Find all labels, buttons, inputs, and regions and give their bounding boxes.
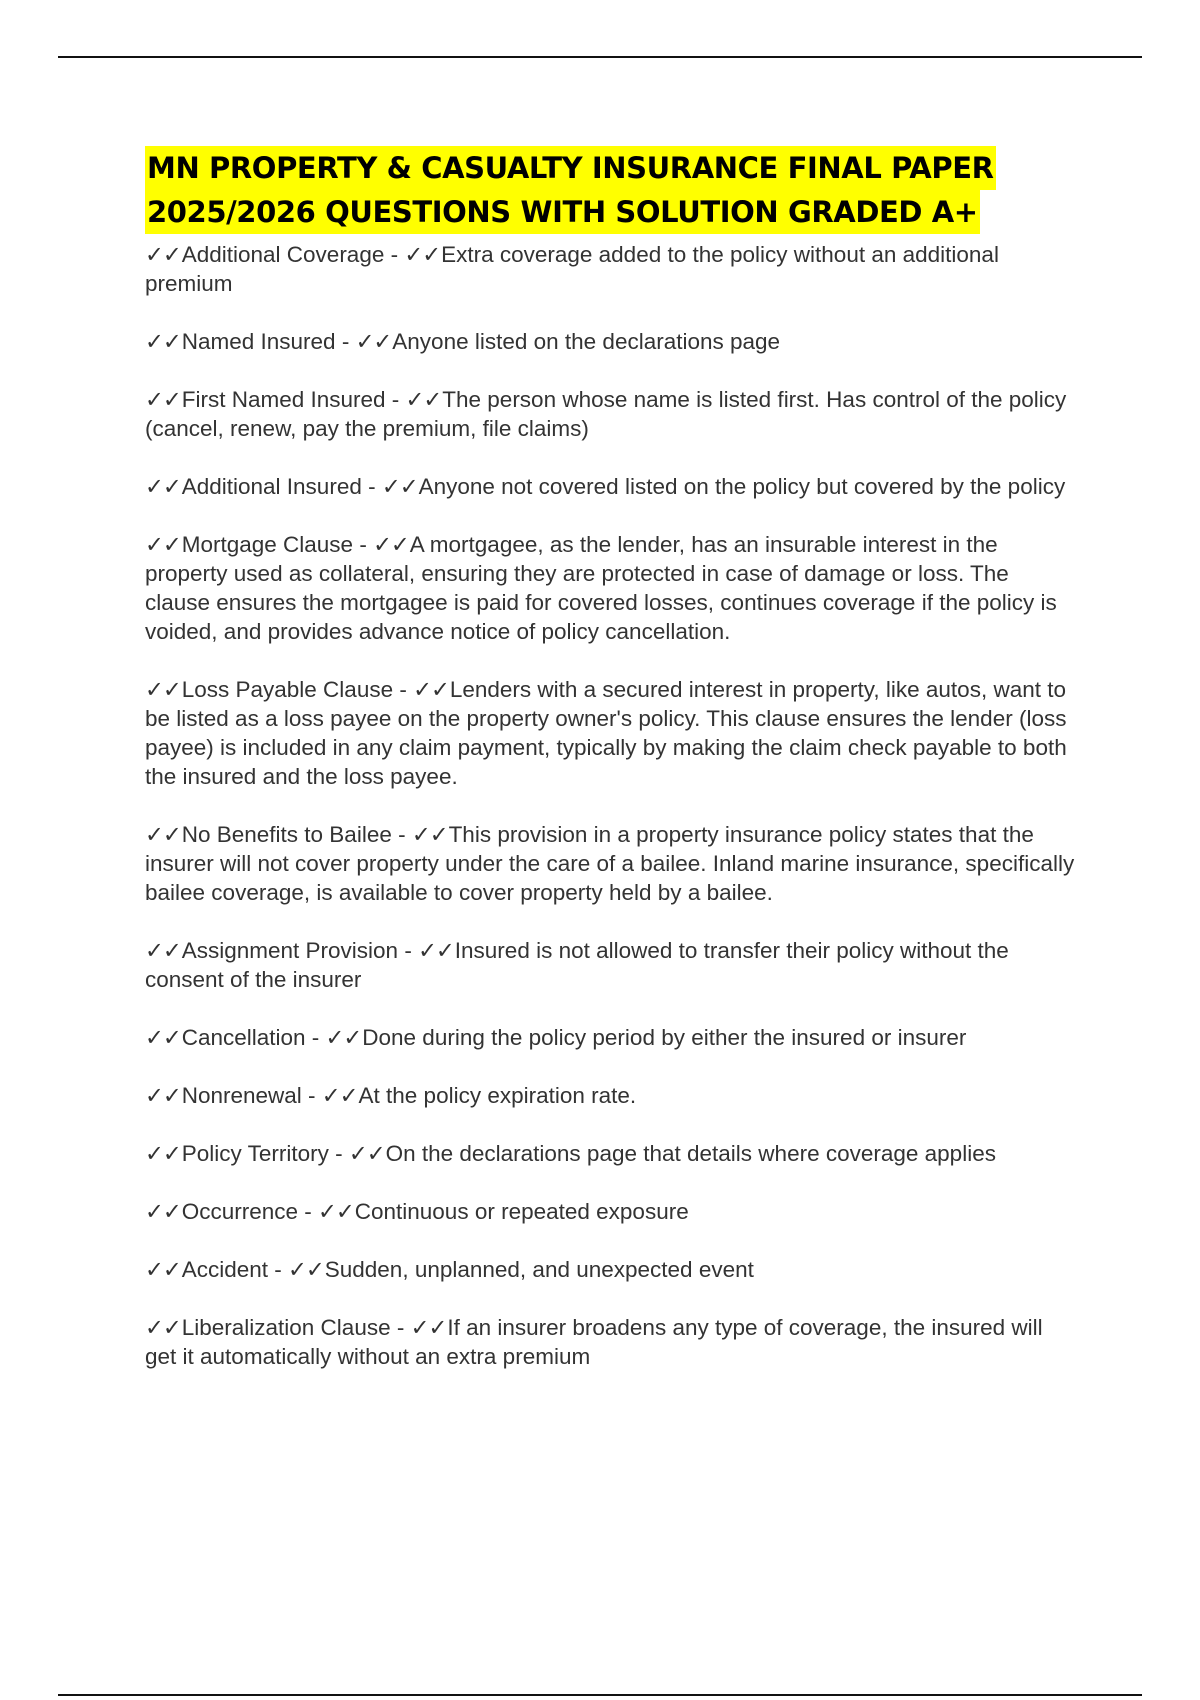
double-check-icon: ✓✓ xyxy=(413,677,449,702)
entry-separator: - xyxy=(393,677,414,702)
qa-entry xyxy=(145,327,1080,356)
entry-separator: - xyxy=(328,1141,349,1166)
double-check-icon: ✓✓ xyxy=(411,822,448,847)
qa-entry xyxy=(145,472,1080,501)
entry-separator: - xyxy=(305,1025,326,1050)
double-check-icon: ✓✓ xyxy=(145,1315,181,1340)
entry-separator: - xyxy=(390,1315,411,1340)
entry-definition: A mortgagee, as the lender, has an insurable interest in the property used as collateral, ensuring they are protected in case of damage or loss. The clause ensures the mortgagee is paid for covered losses, continues coverage if the policy is voided, and provides advance notice of policy cancellation. xyxy=(145,532,1057,644)
double-check-icon: ✓✓ xyxy=(145,474,181,499)
qa-entry xyxy=(145,1023,1080,1052)
entry-term: Policy Territory xyxy=(181,1141,329,1166)
top-divider xyxy=(58,56,1142,58)
entry-definition: Anyone not covered listed on the policy but covered by the policy xyxy=(418,474,1066,499)
qa-entry xyxy=(145,530,1080,646)
double-check-icon: ✓✓ xyxy=(145,387,181,412)
entry-definition: Sudden, unplanned, and unexpected event xyxy=(324,1257,754,1282)
double-check-icon: ✓✓ xyxy=(145,532,181,557)
double-check-icon: ✓✓ xyxy=(145,1141,181,1166)
double-check-icon: ✓✓ xyxy=(145,1257,181,1282)
double-check-icon: ✓✓ xyxy=(145,822,181,847)
entry-separator: - xyxy=(298,1199,319,1224)
double-check-icon: ✓✓ xyxy=(355,329,392,354)
double-check-icon: ✓✓ xyxy=(145,1083,181,1108)
entry-separator: - xyxy=(398,938,419,963)
qa-entry xyxy=(145,936,1080,994)
qa-entry xyxy=(145,1255,1080,1284)
qa-entry xyxy=(145,240,1080,298)
double-check-icon: ✓✓ xyxy=(145,242,181,267)
entry-separator: - xyxy=(391,822,412,847)
double-check-icon: ✓✓ xyxy=(145,677,181,702)
title-line-1: MN PROPERTY & CASUALTY INSURANCE FINAL PAPER xyxy=(145,146,996,190)
double-check-icon: ✓✓ xyxy=(288,1257,324,1282)
entry-definition: Lenders with a secured interest in property, like autos, want to be listed as a loss payee on the property owner's policy. This clause ensures the lender (loss payee) is included in any claim payment, typically by making the claim check payable to both the insured and the loss payee. xyxy=(145,677,1067,789)
qa-entry xyxy=(145,385,1080,443)
entry-term: Named Insured xyxy=(181,329,336,354)
entry-separator: - xyxy=(268,1257,289,1282)
entry-term: Accident xyxy=(181,1257,269,1282)
entry-term: Cancellation xyxy=(181,1025,306,1050)
entry-term: Occurrence xyxy=(181,1199,299,1224)
qa-entry xyxy=(145,1197,1080,1226)
double-check-icon: ✓✓ xyxy=(405,387,442,412)
double-check-icon: ✓✓ xyxy=(145,329,181,354)
double-check-icon: ✓✓ xyxy=(348,1141,385,1166)
entry-separator: - xyxy=(361,474,382,499)
entry-definition: Continuous or repeated exposure xyxy=(354,1199,689,1224)
qa-list xyxy=(145,240,1080,1371)
entry-term: Mortgage Clause xyxy=(181,532,354,557)
double-check-icon: ✓✓ xyxy=(318,1199,354,1224)
entry-definition: Insured is not allowed to transfer their policy without the consent of the insurer xyxy=(145,938,1009,992)
entry-separator: - xyxy=(335,329,356,354)
document-title xyxy=(145,146,1080,234)
entry-definition: Extra coverage added to the policy without an additional premium xyxy=(145,242,999,296)
qa-entry xyxy=(145,1139,1080,1168)
entry-definition: If an insurer broadens any type of coverage, the insured will get it automatically without an extra premium xyxy=(145,1315,1043,1369)
entry-definition: The person whose name is listed first. Has control of the policy (cancel, renew, pay the premium, file claims) xyxy=(145,387,1067,441)
entry-definition: At the policy expiration rate. xyxy=(358,1083,637,1108)
entry-separator: - xyxy=(301,1083,322,1108)
entry-separator: - xyxy=(353,532,374,557)
double-check-icon: ✓✓ xyxy=(410,1315,447,1340)
double-check-icon: ✓✓ xyxy=(325,1025,362,1050)
title-line-2: 2025/2026 QUESTIONS WITH SOLUTION GRADED A+ xyxy=(145,190,980,234)
double-check-icon: ✓✓ xyxy=(418,938,454,963)
entry-term: Assignment Provision xyxy=(181,938,399,963)
entry-term: Nonrenewal xyxy=(181,1083,302,1108)
entry-term: Loss Payable Clause xyxy=(181,677,394,702)
entry-separator: - xyxy=(385,387,406,412)
entry-definition: Anyone listed on the declarations page xyxy=(392,329,781,354)
double-check-icon: ✓✓ xyxy=(381,474,418,499)
entry-term: First Named Insured xyxy=(181,387,386,412)
entry-definition: Done during the policy period by either the insured or insurer xyxy=(362,1025,967,1050)
double-check-icon: ✓✓ xyxy=(321,1083,358,1108)
double-check-icon: ✓✓ xyxy=(145,1025,181,1050)
bottom-divider xyxy=(58,1694,1142,1696)
qa-entry xyxy=(145,1081,1080,1110)
entry-separator: - xyxy=(384,242,405,267)
entry-definition: This provision in a property insurance policy states that the insurer will not cover property under the care of a bailee. Inland marine insurance, specifically bailee coverage, is available to cover property held by a bailee. xyxy=(145,822,1075,905)
qa-entry xyxy=(145,820,1080,907)
entry-term: Additional Insured xyxy=(181,474,362,499)
entry-term: Additional Coverage xyxy=(181,242,385,267)
entry-term: No Benefits to Bailee xyxy=(181,822,392,847)
double-check-icon: ✓✓ xyxy=(145,938,181,963)
entry-term: Liberalization Clause xyxy=(181,1315,391,1340)
double-check-icon: ✓✓ xyxy=(404,242,441,267)
entry-definition: On the declarations page that details where coverage applies xyxy=(385,1141,996,1166)
qa-entry xyxy=(145,675,1080,791)
document-body xyxy=(145,146,1080,1400)
double-check-icon: ✓✓ xyxy=(145,1199,181,1224)
double-check-icon: ✓✓ xyxy=(373,532,409,557)
qa-entry xyxy=(145,1313,1080,1371)
